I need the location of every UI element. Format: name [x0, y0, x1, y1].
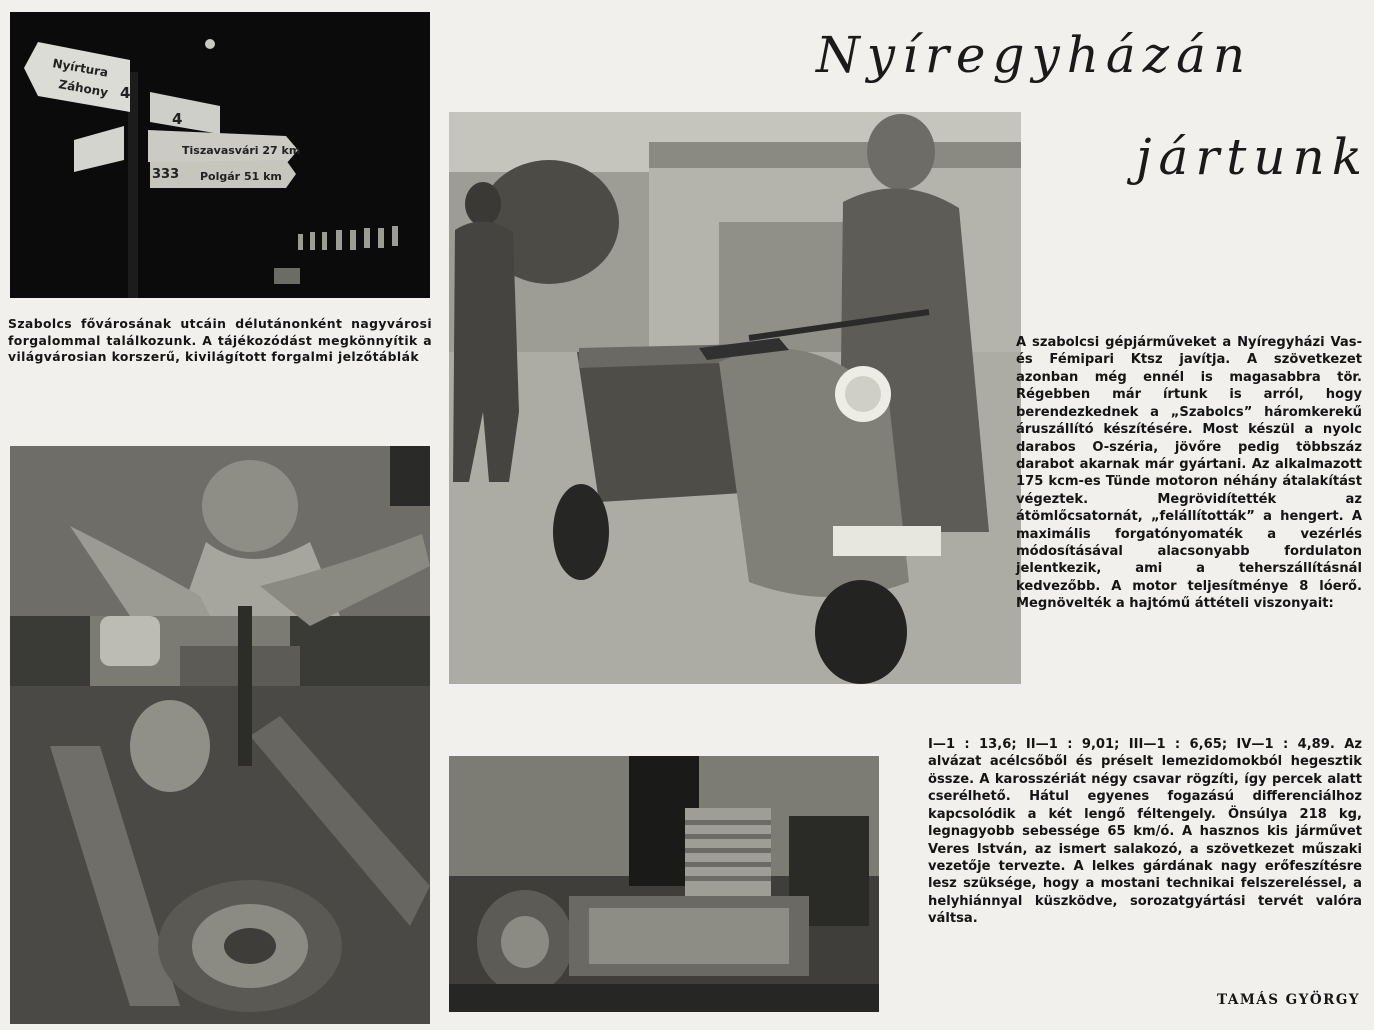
- sign-route-4-label: 4: [120, 84, 131, 102]
- sign-polgar-label: Polgár 51 km: [200, 170, 282, 183]
- article-byline: TAMÁS GYÖRGY: [1217, 992, 1360, 1008]
- scooter-photo: [449, 112, 1021, 684]
- sign-route-333-label: 333: [152, 167, 180, 182]
- road-signs-photo: [10, 12, 430, 298]
- article-body-column: A szabolcsi gépjárműveket a Nyíregyházi Vas- és Fémipari Ktsz javítja. A szövetkezet azonban még ennél is magasabbra tör. Régebben már írtunk is arról, hogy berendezkednek a „Szabolcs” háromkerekű áruszállító készítésére. Most készül a nyolc darabos O-széria, jövőre pedig többszáz darabot akarnak már gyártani. Az alkalmazott 175 kcm-es Tünde motoron néhány átalakítást végeztek. Megrövidítették az átömlőcsatornát, „felállították” a hengert. A maximális forgatónyomaték a vezérlés módosításával alacsonyabb fordulaton jelentkezik, ami a teherszállításnál kedvezőbb. A motor teljesítménye 8 lóerő. Megnövelték a hajtómű áttételi viszonyait:: [1016, 335, 1362, 612]
- assembly-photo: [10, 446, 430, 1024]
- sign-nyirtura-label: Nyírtura: [51, 56, 110, 80]
- headline-line-2: jártunk: [1136, 128, 1370, 186]
- engine-photo: [449, 756, 879, 1012]
- headline-line-1: Nyíregyházán: [816, 26, 1253, 84]
- sign-tiszavasvari-label: Tiszavasvári 27 km: [182, 144, 301, 157]
- article-body-wide: I—1 : 13,6; II—1 : 9,01; III—1 : 6,65; IV—1 : 4,89. Az alvázat acélcsőből és préselt lemezidomokból hegesztik össze. A karosszériát négy csavar rögzíti, így percek alatt cserélhető. Hátul egyenes fogazású differenciálhoz kapcsolódik a két lengő féltengely. Önsúlya 218 kg, legnagyobb sebessége 65 km/ó. A hasznos kis járművet Veres István, az ismert salakozó, a szövetkezet műszaki vezetője tervezte. A lelkes gárdának nagy erőfeszítésre lesz szüksége, hogy a mostani technikai felszereléssel, a helyhiánnyal küszködve, sorozatgyártási tervét valóra váltsa.: [928, 737, 1362, 927]
- sign-route-4b-label: 4: [172, 110, 183, 128]
- sign-zahony-label: Záhony: [57, 77, 110, 100]
- road-signs-caption: Szabolcs fővárosának utcáin délutánonként nagyvárosi forgalommal találkozunk. A tájékozódást megkönnyítik a világvárosian korszerű, kivilágított forgalmi jelzőtáblák: [8, 316, 432, 364]
